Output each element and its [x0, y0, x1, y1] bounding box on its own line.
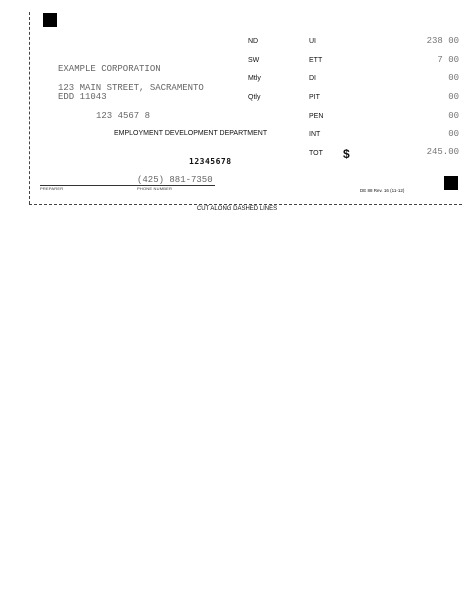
item-amount-ett: 7 00 [437, 55, 459, 65]
agency-name: EMPLOYMENT DEVELOPMENT DEPARTMENT [114, 130, 268, 137]
item-label-pen: PEN [309, 113, 324, 120]
item-label-di: DI [309, 75, 316, 82]
phone-number-label: PHONE NUMBER [137, 186, 173, 191]
item-label-ett: ETT [309, 57, 323, 64]
check-digits: 12345678 [189, 157, 232, 166]
item-amount-ui: 238 00 [426, 36, 459, 46]
form-id: DE 88 Rev. 16 (11-12) [360, 188, 405, 193]
period-label-sw: SW [248, 57, 260, 64]
period-label-mtly: Mtly [248, 75, 261, 82]
item-amount-pen: 00 [448, 111, 459, 121]
registration-mark-top-left [43, 13, 57, 27]
item-label-pit: PIT [309, 94, 320, 101]
item-amount-di: 00 [448, 73, 459, 83]
cut-line-vertical [29, 12, 30, 204]
item-label-ui: UI [309, 38, 316, 45]
preparer-label: PREPARER [40, 186, 64, 191]
total-currency-symbol: $ [343, 147, 350, 161]
period-label-qtly: Qtly [248, 94, 261, 101]
item-label-int: INT [309, 131, 321, 138]
total-amount: 245.00 [426, 147, 459, 157]
item-amount-int: 00 [448, 129, 459, 139]
employer-edd-line: EDD 11043 [58, 92, 107, 102]
item-amount-pit: 00 [448, 92, 459, 102]
cut-line-horizontal [29, 204, 462, 205]
employer-address: 123 MAIN STREET, SACRAMENTO [58, 83, 204, 93]
employer-name: EXAMPLE CORPORATION [58, 64, 161, 74]
period-label-nd: ND [248, 38, 259, 45]
total-label: TOT [309, 150, 323, 157]
preparer-line [40, 185, 215, 186]
cut-instructions: CUT ALONG DASHED LINES [196, 206, 278, 212]
registration-mark-bottom-right [444, 176, 458, 190]
phone-value: (425) 881-7350 [137, 175, 213, 185]
employer-account-number: 123 4567 8 [96, 111, 151, 121]
